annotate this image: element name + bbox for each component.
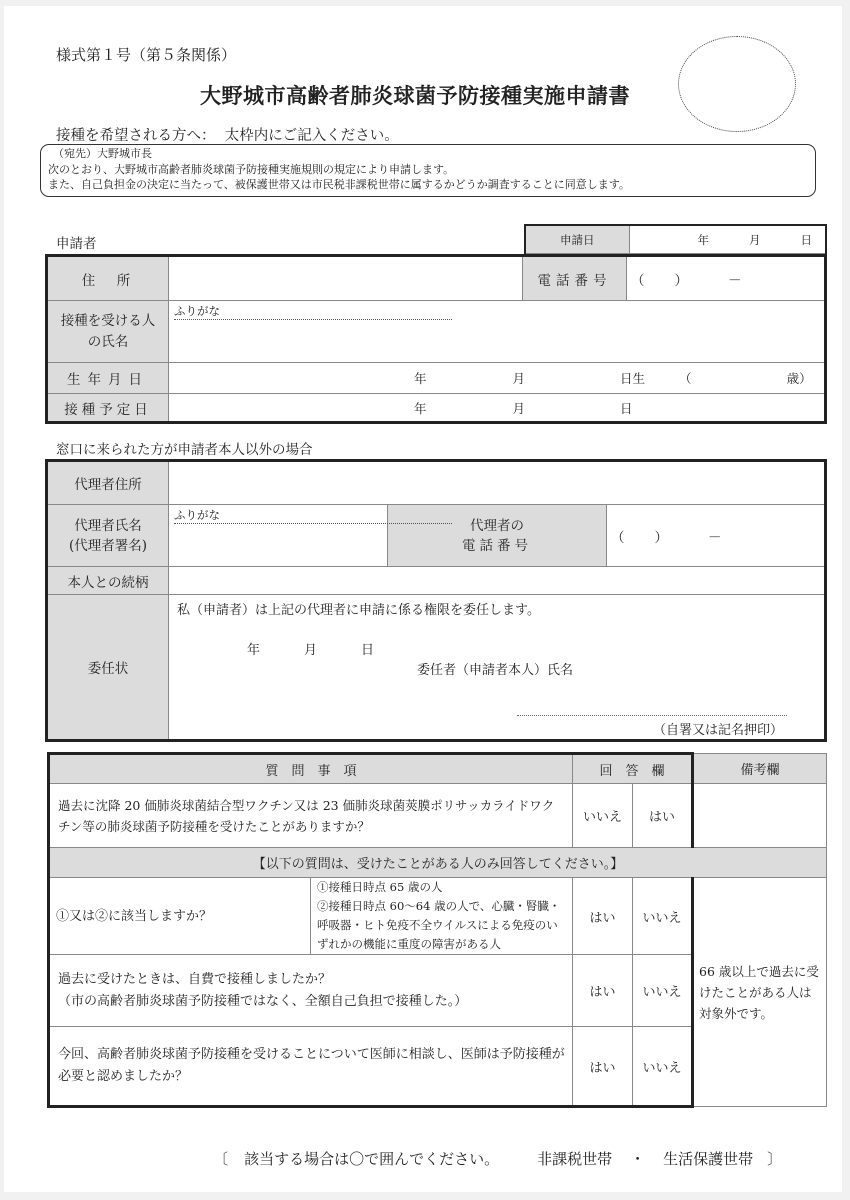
proxy-furigana-label: ふりがな [174, 507, 452, 524]
day-unit: 日 [800, 232, 812, 247]
bracket-close: 〕 [767, 1150, 783, 1168]
questionnaire-table [47, 752, 827, 1108]
notice-line-2: また、自己負担金の決定に当たって、被保護世帯又は市民税非課税世帯に属するかどうか調査することに同意します。 [48, 178, 630, 191]
followup-subheader: 【以下の質問は、受けたことがある人のみ回答してください。】 [49, 848, 827, 878]
q3-line-1: 過去に受けたときは、自費で接種しましたか？ [58, 971, 332, 987]
proxy-name-label-line1: 代理者氏名 [74, 517, 142, 534]
notice-line-1: 次のとおり、大野城市高齢者肺炎球菌予防接種実施規則の規定により申請します。 [48, 162, 455, 176]
recipient-name-label-line1: 接種を受ける人 [60, 312, 156, 329]
day-unit: 日 [361, 643, 375, 658]
bracket-open: 〔 [213, 1150, 229, 1168]
proxy-name-label-line2: (代理者署名) [68, 537, 148, 554]
month-unit: 月 [512, 371, 526, 386]
q3-answer-no[interactable]: いいえ [633, 955, 693, 1027]
recipient-name-label [47, 301, 169, 363]
relation-label: 本人との続柄 [47, 567, 169, 595]
question-2-label: ①又は②に該当しますか？ [49, 878, 311, 955]
year-unit: 年 [414, 371, 427, 386]
q4-answer-yes[interactable]: はい [573, 1027, 633, 1107]
question-1: 過去に沈降 20 価肺炎球菌結合型ワクチン又は 23 価肺炎球菌莢膜ポリサッカライドワクチン等の肺炎球菌予防接種を受けたことがありますか？ [49, 784, 573, 848]
q2-answer-yes[interactable]: はい [573, 878, 633, 955]
paren-open: （ [631, 272, 645, 289]
scheduled-date-label: 接種予定日 [47, 394, 169, 423]
day-unit: 日 [620, 400, 633, 416]
scheduled-date-field[interactable] [169, 394, 826, 423]
delegation-label: 委任状 [47, 595, 169, 741]
phone-dash: － [708, 529, 722, 546]
application-date-box [524, 224, 827, 254]
q2-criterion-2: ②接種日時点 60～64 歳の人で、心臓・腎臓・呼吸器・ヒト免疫不全ウイルスによる免疫のいずれかの機能に重度の障害がある人 [317, 899, 561, 951]
q2-answer-no[interactable]: いいえ [633, 878, 693, 955]
year-unit: 年 [247, 643, 261, 658]
proxy-name-field[interactable] [169, 505, 388, 567]
proxy-section-label: 窓口に来られた方が申請者本人以外の場合 [56, 442, 313, 458]
form-number: 様式第１号（第５条関係） [56, 46, 237, 64]
q2-criterion-1: ①接種日時点 65 歳の人 [317, 880, 443, 894]
notice-box [40, 144, 816, 197]
paren-close: ） [654, 529, 668, 546]
delegation-date [247, 639, 374, 658]
household-instruction: 該当する場合は〇で囲んでください。 [244, 1150, 500, 1168]
applicant-table [45, 254, 827, 424]
answer-header: 回 答 欄 [573, 754, 693, 784]
proxy-address-label: 代理者住所 [47, 461, 169, 505]
paren-open: （ [611, 529, 625, 546]
q3-answer-yes[interactable]: はい [573, 955, 633, 1027]
signature-note: （自署又は記名押印） [653, 723, 784, 738]
application-date-field[interactable] [629, 225, 826, 254]
age-paren-open: （ [679, 371, 692, 386]
year-unit: 年 [414, 400, 427, 416]
signature-line[interactable] [517, 715, 787, 716]
receipt-stamp-circle [678, 36, 796, 132]
instruction-text: 接種を希望される方へ： 太枠内にご記入ください。 [56, 128, 399, 144]
birthdate-label: 生年月日 [47, 363, 169, 394]
furigana-label: ふりがな [174, 303, 452, 320]
proxy-phone-label-line2: 電話番号 [462, 537, 532, 554]
question-4: 今回、高齢者肺炎球菌予防接種を受けることについて医師に相談し、医師は予防接種が必要と認めましたか？ [49, 1027, 573, 1107]
proxy-phone-field[interactable] [607, 505, 826, 567]
question-header: 質 問 事 項 [49, 754, 573, 784]
month-unit: 月 [512, 400, 526, 416]
paren-close: ） [674, 272, 688, 289]
delegation-field[interactable] [169, 595, 826, 741]
q1-answer-yes[interactable]: はい [633, 784, 693, 848]
form-title: 大野城市高齢者肺炎球菌予防接種実施申請書 [200, 83, 630, 108]
notice-addressee: （宛先）大野城市長 [53, 147, 152, 160]
option-welfare-household[interactable]: 生活保護世帯 [663, 1150, 754, 1168]
q3-line-2: （市の高齢者肺炎球菌予防接種ではなく、全額自己負担で接種した。） [58, 993, 468, 1009]
birthdate-field[interactable] [169, 363, 826, 394]
remarks-header: 備考欄 [693, 754, 827, 784]
relation-field[interactable] [169, 567, 826, 595]
option-non-taxable-household[interactable]: 非課税世帯 [537, 1150, 613, 1168]
month-unit: 月 [304, 643, 318, 658]
question-3 [49, 955, 573, 1027]
q4-answer-no[interactable]: いいえ [633, 1027, 693, 1107]
delegation-text: 私（申請者）は上記の代理者に申請に係る権限を委任します。 [177, 603, 540, 618]
birth-day-unit: 日生 [620, 371, 646, 386]
form-page [4, 6, 842, 1192]
proxy-address-field[interactable] [169, 461, 826, 505]
proxy-table [45, 459, 827, 742]
address-label: 住 所 [47, 256, 169, 301]
question-2-criteria [311, 878, 573, 955]
proxy-phone-label-line1: 代理者の [470, 517, 524, 534]
q1-answer-no[interactable]: いいえ [573, 784, 633, 848]
age-unit: 歳） [786, 371, 812, 386]
address-field[interactable] [169, 256, 523, 301]
q1-remarks [693, 784, 827, 848]
recipient-name-label-line2: の氏名 [87, 333, 129, 350]
recipient-name-field[interactable] [169, 301, 826, 363]
month-unit: 月 [749, 232, 761, 247]
year-unit: 年 [697, 232, 709, 247]
applicant-section-label: 申請者 [56, 236, 97, 252]
phone-label: 電話番号 [523, 256, 627, 301]
phone-field[interactable] [627, 256, 826, 301]
application-date-label: 申請日 [525, 225, 629, 254]
delegator-name-label: 委任者（申請者本人）氏名 [417, 663, 574, 678]
separator: ・ [630, 1150, 646, 1168]
phone-dash: － [728, 272, 742, 289]
remarks-note: 66 歳以上で過去に受けたことがある人は対象外です。 [693, 878, 827, 1107]
household-status-line [194, 1130, 782, 1187]
proxy-name-label [47, 505, 169, 567]
